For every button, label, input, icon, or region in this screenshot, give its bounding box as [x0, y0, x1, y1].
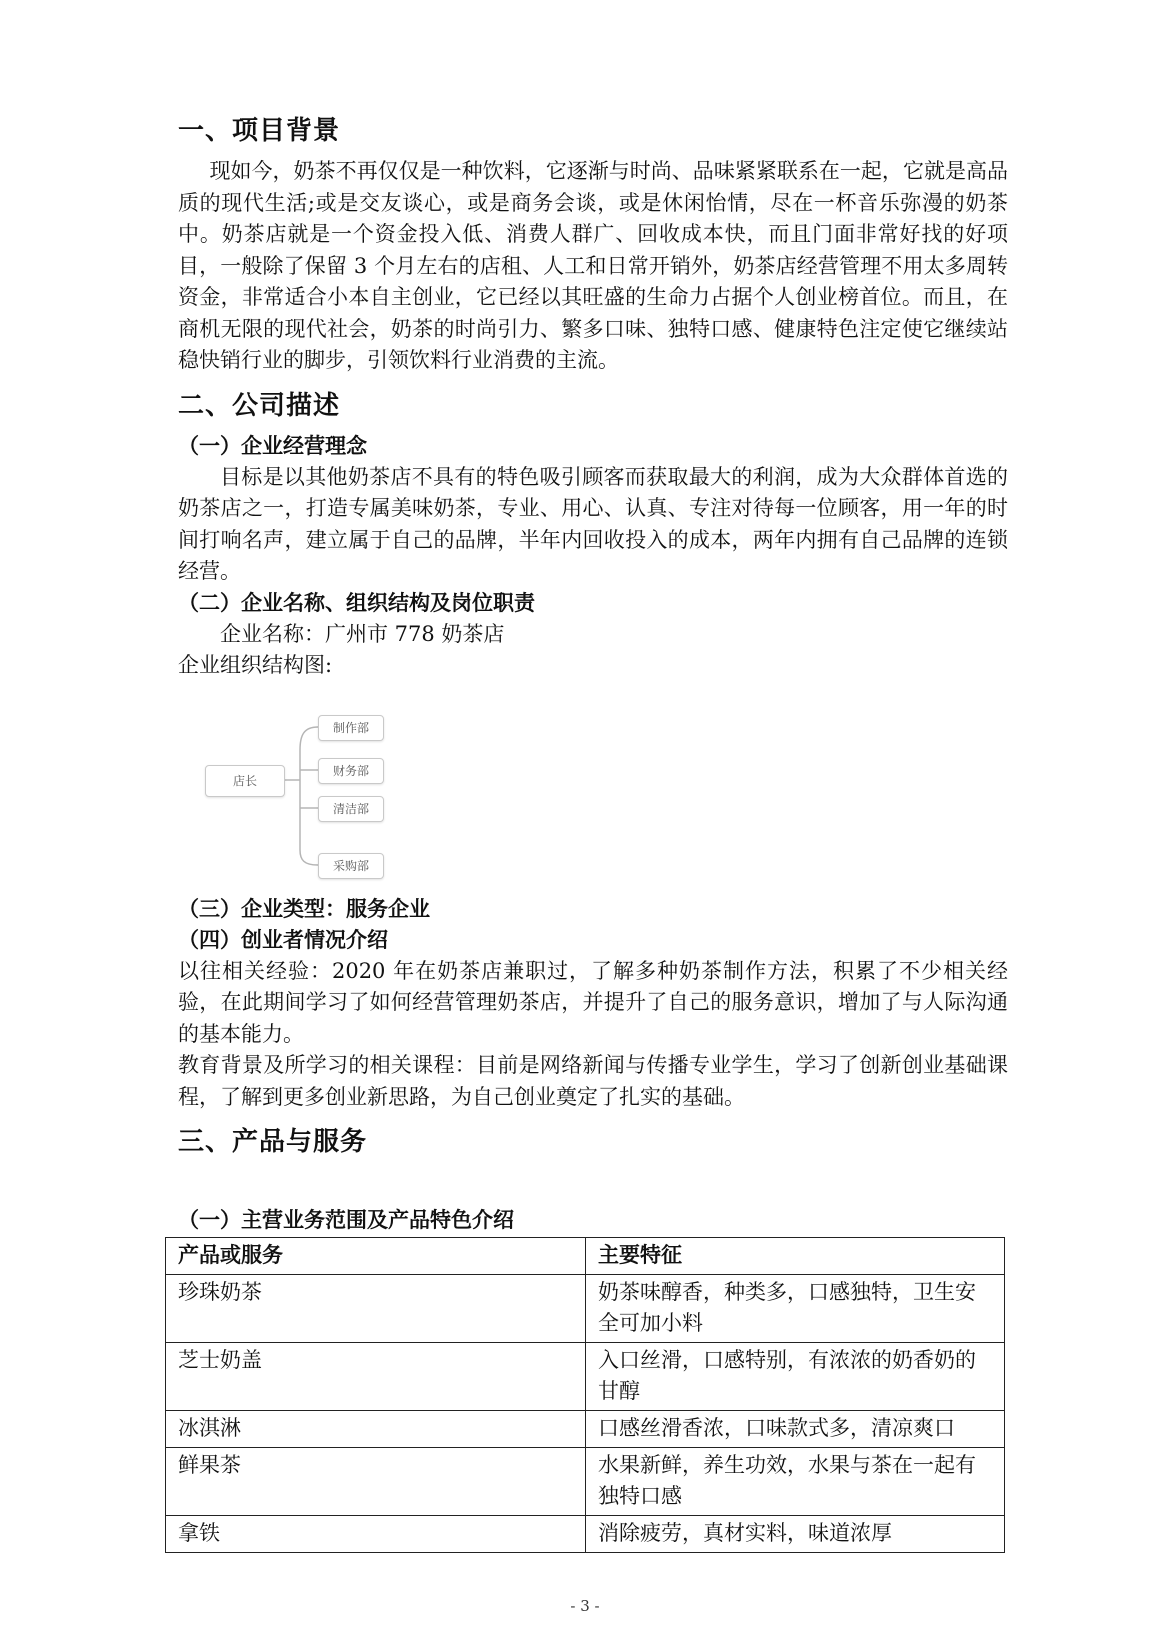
- table-row: [166, 1411, 1005, 1448]
- section-heading-background: 一、项目背景: [178, 116, 341, 146]
- founder-education: 教育背景及所学习的相关课程：目前是网络新闻与传播专业学生，学习了创新创业基础课程，了解到更多创业新思路，为自己创业奠定了扎实的基础。: [178, 1053, 1008, 1109]
- org-node-purchasing: 采购部: [318, 853, 384, 879]
- table-cell-feature: 入口丝滑，口感特别，有浓浓的奶香奶的甘醇: [586, 1343, 1005, 1411]
- background-paragraph: 现如今，奶茶不再仅仅是一种饮料，它逐渐与时尚、品味紧紧联系在一起，它就是高品质的现代生活;或是交友谈心，或是商务会谈，或是休闲怡情，尽在一杯音乐弥漫的奶茶中。奶茶店就是一个资金投入低、消费人群广、回收成本快，而且门面非常好找的好项目，一般除了保留 3 个月左右的店租、人工和日常开销外，奶茶店经营管理不用太多周转资金，非常适合小本自主创业，它已经以其旺盛的生命力占据个人创业榜首位。而且，在商机无限的现代社会，奶茶的时尚引力、繁多口味、独特口感、健康特色注定使它继续站稳快销行业的脚步，引领饮料行业消费的主流。: [178, 159, 1008, 372]
- org-chart-label: 企业组织结构图:: [178, 653, 333, 677]
- subheading-business-scope: （一）主营业务范围及产品特色介绍: [178, 1208, 514, 1232]
- table-cell-product: 鲜果茶: [166, 1448, 586, 1516]
- org-node-production: 制作部: [318, 715, 384, 741]
- table-cell-product: 珍珠奶茶: [166, 1275, 586, 1343]
- section-heading-products: 三、产品与服务: [178, 1127, 368, 1157]
- page-number: - 3 -: [570, 1597, 600, 1615]
- subheading-philosophy: （一）企业经营理念: [178, 433, 367, 458]
- table-cell-feature: 消除疲劳，真材实料，味道浓厚: [586, 1516, 1005, 1553]
- table-cell-product: 芝士奶盖: [166, 1343, 586, 1411]
- table-cell-feature: 水果新鲜，养生功效，水果与茶在一起有独特口感: [586, 1448, 1005, 1516]
- table-header-cell: 主要特征: [586, 1238, 1005, 1275]
- section-heading-company: 二、公司描述: [178, 390, 341, 421]
- org-node-manager: 店长: [205, 765, 285, 797]
- subheading-founder: （四）创业者情况介绍: [178, 927, 388, 952]
- org-chart: [178, 690, 598, 890]
- page-content: [178, 112, 1008, 1167]
- subheading-organization: （二）企业名称、组织结构及岗位职责: [178, 590, 535, 615]
- company-name-line: 企业名称：广州市 778 奶茶店: [220, 621, 505, 646]
- philosophy-paragraph: 目标是以其他奶茶店不具有的特色吸引顾客而获取最大的利润，成为大众群体首选的奶茶店之一，打造专属美味奶茶，专业、用心、认真、专注对待每一位顾客，用一年的时间打响名声，建立属于自己的品牌，半年内回收投入的成本，两年内拥有自己品牌的连锁经营。: [178, 464, 1008, 583]
- table-row: [166, 1275, 1005, 1343]
- products-table: [165, 1237, 1005, 1553]
- table-row: [166, 1343, 1005, 1411]
- table-header-row: [166, 1238, 1005, 1275]
- table-cell-product: 冰淇淋: [166, 1411, 586, 1448]
- org-node-cleaning: 清洁部: [318, 796, 384, 822]
- org-node-finance: 财务部: [318, 758, 384, 784]
- founder-experience: 以往相关经验：2020 年在奶茶店兼职过，了解多种奶茶制作方法，积累了不少相关经验，在此期间学习了如何经营管理奶茶店，并提升了自己的服务意识，增加了与人际沟通的基本能力。: [178, 958, 1008, 1046]
- table-row: [166, 1448, 1005, 1516]
- table-cell-feature: 奶茶味醇香，种类多，口感独特，卫生安全可加小料: [586, 1275, 1005, 1343]
- table-header-cell: 产品或服务: [166, 1238, 586, 1275]
- table-row: [166, 1516, 1005, 1553]
- table-cell-feature: 口感丝滑香浓，口味款式多，清凉爽口: [586, 1411, 1005, 1448]
- table-cell-product: 拿铁: [166, 1516, 586, 1553]
- subheading-company-type: （三）企业类型：服务企业: [178, 896, 430, 921]
